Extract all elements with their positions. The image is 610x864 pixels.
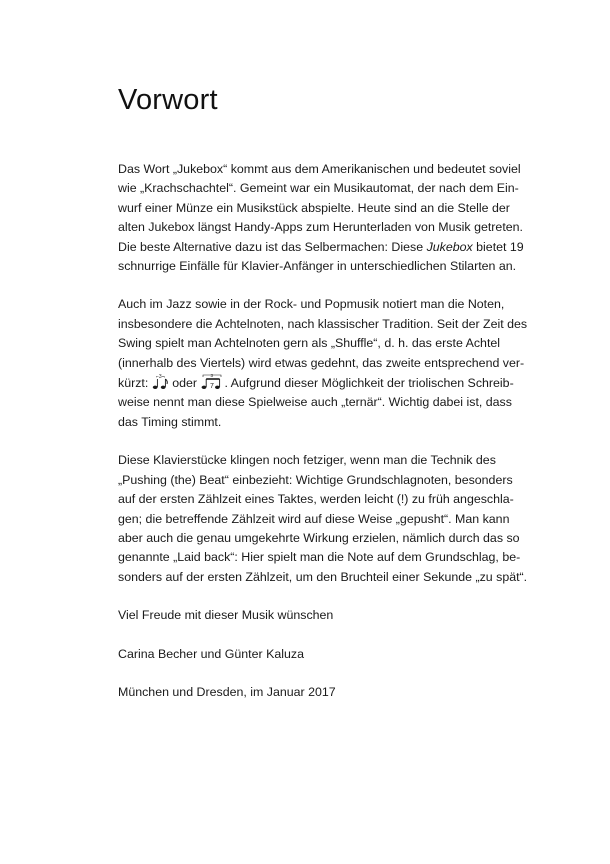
paragraph-line: wie „Krachschachtel“. Gemeint war ein Musikautomat, der nach dem Ein-	[118, 181, 519, 196]
paragraph-line: Das Wort „Jukebox“ kommt aus dem Amerikanischen und bedeutet soviel	[118, 162, 521, 176]
paragraph-line: wurf einer Münze ein Musikstück abspielte. Heute sind an die Stelle der	[118, 200, 510, 215]
triplet-shuffle-notation-icon	[152, 373, 169, 390]
paragraph-line: schnurrige Einfälle für Klavier-Anfänger in unterschiedlichen Stilarten an.	[118, 259, 517, 274]
paragraph-3	[118, 451, 528, 587]
paragraph-line: genannte „Laid back“: Hier spielt man die Note auf dem Grundschlag, be-	[118, 550, 521, 565]
closing-greeting: Viel Freude mit dieser Musik wünschen	[118, 608, 334, 623]
line-text: . Aufgrund dieser Möglichkeit der triolischen Schreib-	[224, 376, 514, 391]
paragraph-line: auf der ersten Zählzeit eines Taktes, werden leicht (!) zu früh angeschla-	[118, 492, 514, 507]
line-text: kürzt:	[118, 376, 152, 391]
svg-text:7: 7	[210, 383, 215, 391]
svg-text:⌐3¬: ⌐3¬	[155, 374, 165, 381]
paragraph-line: insbesondere die Achtelnoten, nach klassischer Tradition. Seit der Zeit des	[118, 316, 528, 331]
paragraph-2	[118, 295, 528, 432]
paragraph-line: gen; die betreffende Zählzeit wird auf diese Weise „gepusht“. Man kann	[118, 511, 510, 526]
paragraph-line	[118, 238, 524, 257]
paragraph-line: Auch im Jazz sowie in der Rock- und Popmusik notiert man die Noten,	[118, 297, 505, 312]
paragraph-line: sonders auf der ersten Zählzeit, um den Bruchteil einer Sekunde „zu spät“.	[118, 569, 528, 584]
line-text: Die beste Alternative dazu ist das Selbermachen: Diese	[118, 239, 427, 254]
paragraph-line: weise nennt man diese Spielweise auch „ternär“. Wichtig dabei ist, dass	[118, 395, 512, 410]
authors: Carina Becher und Günter Kaluza	[118, 646, 304, 661]
line-text: oder	[168, 376, 201, 391]
line-text: bietet 19	[472, 239, 524, 254]
foreword-body	[118, 160, 528, 721]
place-date: München und Dresden, im Januar 2017	[118, 684, 336, 699]
paragraph-line: (innerhalb des Viertels) wird etwas gedehnt, das zweite entsprechend ver-	[118, 355, 525, 370]
paragraph-line	[118, 373, 514, 393]
page-title: Vorwort	[118, 84, 218, 116]
paragraph-line: Diese Klavierstücke klingen noch fetziger, wenn man die Technik des	[118, 453, 496, 468]
paragraph-1	[118, 160, 524, 276]
svg-text:3: 3	[210, 373, 214, 379]
paragraph-line: „Pushing (the) Beat“ einbezieht: Wichtige Grundschlagnoten, besonders	[118, 472, 513, 487]
paragraph-line: alten Jukebox längst Handy-Apps zum Herunterladen von Musik getreten.	[118, 220, 523, 235]
triplet-quarter-eighth-notation-icon	[200, 373, 224, 390]
jukebox-italic: Jukebox	[426, 239, 473, 254]
paragraph-line: Swing spielt man Achtelnoten gern als „Shuffle“, d. h. das erste Achtel	[118, 336, 501, 351]
paragraph-line: aber auch die genau umgekehrte Wirkung erzielen, nämlich durch das so	[118, 530, 520, 545]
paragraph-line: das Timing stimmt.	[118, 414, 222, 429]
